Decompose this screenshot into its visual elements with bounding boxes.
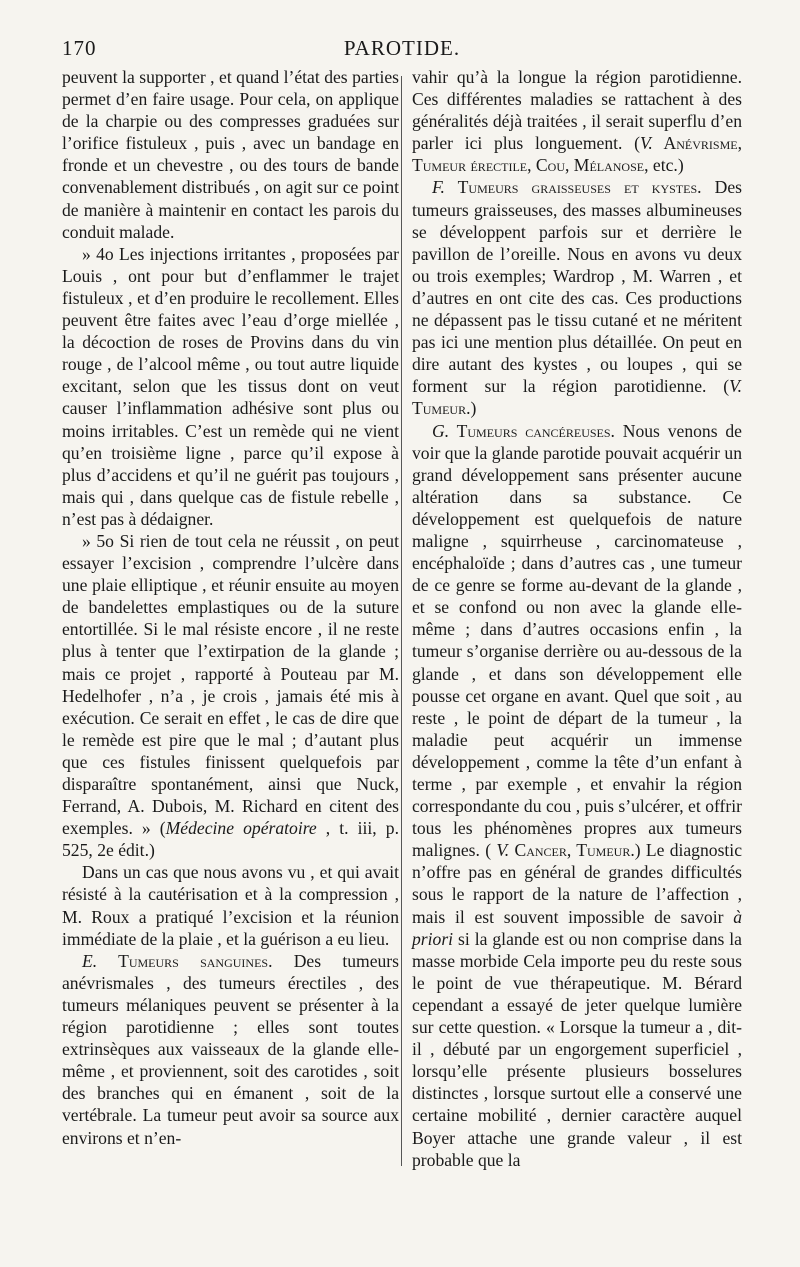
section-text: si la glande est ou non comprise dans la masse morbide Cela importe peu du reste sous le point de vue thérapeutique. M. Bérard cependant a essayé de jeter quelque lumière sur cette question. « Lorsque la tumeur a , dit-il , débuté par un engorgement superficiel , lorsqu’elle présente plusieurs bosselures distinctes , lorsque surtout elle a conservé une certaine mobilité , dernier caractère auquel Boyer attache une grande valeur , il est probable que la	[412, 928, 742, 1170]
paragraph	[412, 66, 742, 176]
paragraph: peuvent la supporter , et quand l’état des parties permet d’en faire usage. Pour cela, on applique de la charpie ou des compresses graduées sur l’orifice fistuleux , puis , avec un bandage en fronde et un chevestre , ou des tours de bande convenablement distribués , on agit sur ce point de manière à maintenir en contact les parois du conduit malade.	[62, 67, 399, 242]
page-header	[62, 36, 742, 66]
reference-marker: V.	[729, 376, 742, 397]
section-letter: G.	[432, 420, 450, 441]
reference-terms: Cancer, Tumeur.	[509, 840, 635, 861]
section-letter: F.	[432, 177, 445, 198]
reference-terms: Tumeur.	[412, 398, 471, 419]
paragraph: » 4o Les injections irritantes , proposées par Louis , ont pour but d’enflammer le trajet fistuleux , et d’en produire le recollement. Elles peuvent être faites avec l’eau d’orge miellée , la décoction de roses de Provins dans du vin rouge , de l’alcool même , ou tout autre liquide excitant, selon que les tissus dont on veut causer l’inflammation adhésive sont plus ou moins irritables. C’est un remède qui ne vient qu’en troisième ligne , parce qu’il expose à plus d’accidens et qu’il ne guérit pas toujours , mais qui , dans quelque cas de fistule rebelle , n’est pas à dédaigner.	[62, 243, 399, 529]
reference-end: etc.)	[648, 155, 684, 176]
paragraph	[62, 530, 399, 861]
section-text: Nous venons de voir que la glande parotide pouvait acquérir un grand développement sans présenter aucune altération dans sa substance. Ce développement est quelquefois de nature maligne , squirrheuse , carcinomateuse , encéphaloïde ; dans d’autres cas , une tumeur de ce genre se forme au-devant de la glande , et se confond ou non avec la glande elle-même ; dans d’autres occasions enfin , la tumeur s’organise derrière ou au-dessous de la glande , et dans son développement elle pousse cet organe en avant. Quel que soit , au reste , le point de départ de la tumeur , la maladie peut acquérir un immense développement , comme la tête d’un enfant à terme , par exemple , et envahir la région correspondante du cou , puis s’ulcérer, et offrir tous les phénomènes propres aux tumeurs malignes. (	[412, 420, 742, 861]
section-text: Des tumeurs graisseuses, des masses albumineuses se développent parfois sur et derrière le pavillon de l’oreille. Nous en avons vu deux ou trois exemples; Wardrop , M. Warren , et d’autres en ont cite des cas. Ces productions ne dépassent pas le tissu cutané et ne méritent pas ici une mention plus détaillée. On peut en dire autant des kystes , ou loupes , qui se forment sur la région parotidienne. (	[412, 177, 742, 397]
section-f	[412, 176, 742, 419]
paragraph-text: » 5o Si rien de tout cela ne réussit , on peut essayer l’excision , comprendre l’ulcère dans une plaie elliptique , et réunir ensuite au moyen de bandelettes emplastiques ou de la suture entortillée. Si le mal résiste encore , il ne reste plus à tenter que l’extirpation de la glande ; mais ce projet , rapporté à Pouteau par M. Hedelhofer , n’a , je crois , jamais été mis à exécution. Ce serait en effet , le cas de dire que le remède est pire que le mal ; d’autant plus que ces fistules finissent quelquefois par disparaître spontanément, ainsi que Nuck, Ferrand, A. Dubois, M. Richard en citent des exemples. »	[62, 530, 399, 839]
column-divider	[401, 76, 402, 1166]
section-text: ) Le diagnostic n’offre pas en général de grandes difficultés sous le rapport de la nature de l’affection , mais il est souvent impossible de savoir	[412, 840, 743, 927]
section-letter: E.	[82, 950, 98, 971]
citation-open: (	[150, 818, 166, 839]
running-title: PAROTIDE.	[343, 36, 461, 60]
section-heading: Tumeurs sanguines.	[97, 950, 273, 971]
section-e	[62, 950, 399, 1149]
right-column	[412, 66, 742, 1171]
section-heading: Tumeurs cancéreuses.	[449, 420, 615, 441]
section-heading: Tumeurs graisseuses et kystes.	[444, 177, 702, 198]
reference-terms: Anévrisme, Tumeur érectile, Cou, Mélanose,	[412, 133, 742, 176]
citation-title: Médecine opératoire	[165, 818, 317, 839]
section-text: Des tumeurs anévrismales , des tumeurs érectiles , des tumeurs mélaniques peuvent se présenter à la région parotidienne ; elles sont toutes extrinsèques aux vaisseaux de la glande elle-même , et proviennent, soit des carotides , soit des branches qui en émanent , soit de la vertébrale. La tumeur peut avoir sa source aux environs et n’en-	[62, 950, 400, 1148]
citation-details: , t. iii, p. 525, 2e édit.)	[62, 818, 399, 861]
section-g	[412, 420, 742, 1171]
latin-phrase: à priori	[412, 906, 742, 949]
page-number: 170	[62, 36, 97, 60]
paragraph: Dans un cas que nous avons vu , et qui avait résisté à la cautérisation et à la compression , M. Roux a pratiqué l’excision et la réunion immédiate de la plaie , et la guérison a eu lieu.	[62, 862, 399, 949]
paragraph-text: vahir qu’à la longue la région parotidienne. Ces différentes maladies se rattachent à des généralités déjà traitées , il serait superflu d’en parler ici plus longuement. (	[412, 67, 742, 154]
reference-end: )	[470, 398, 477, 419]
reference-marker: V.	[639, 133, 653, 154]
reference-marker: V.	[496, 840, 510, 861]
left-column	[62, 66, 399, 1149]
